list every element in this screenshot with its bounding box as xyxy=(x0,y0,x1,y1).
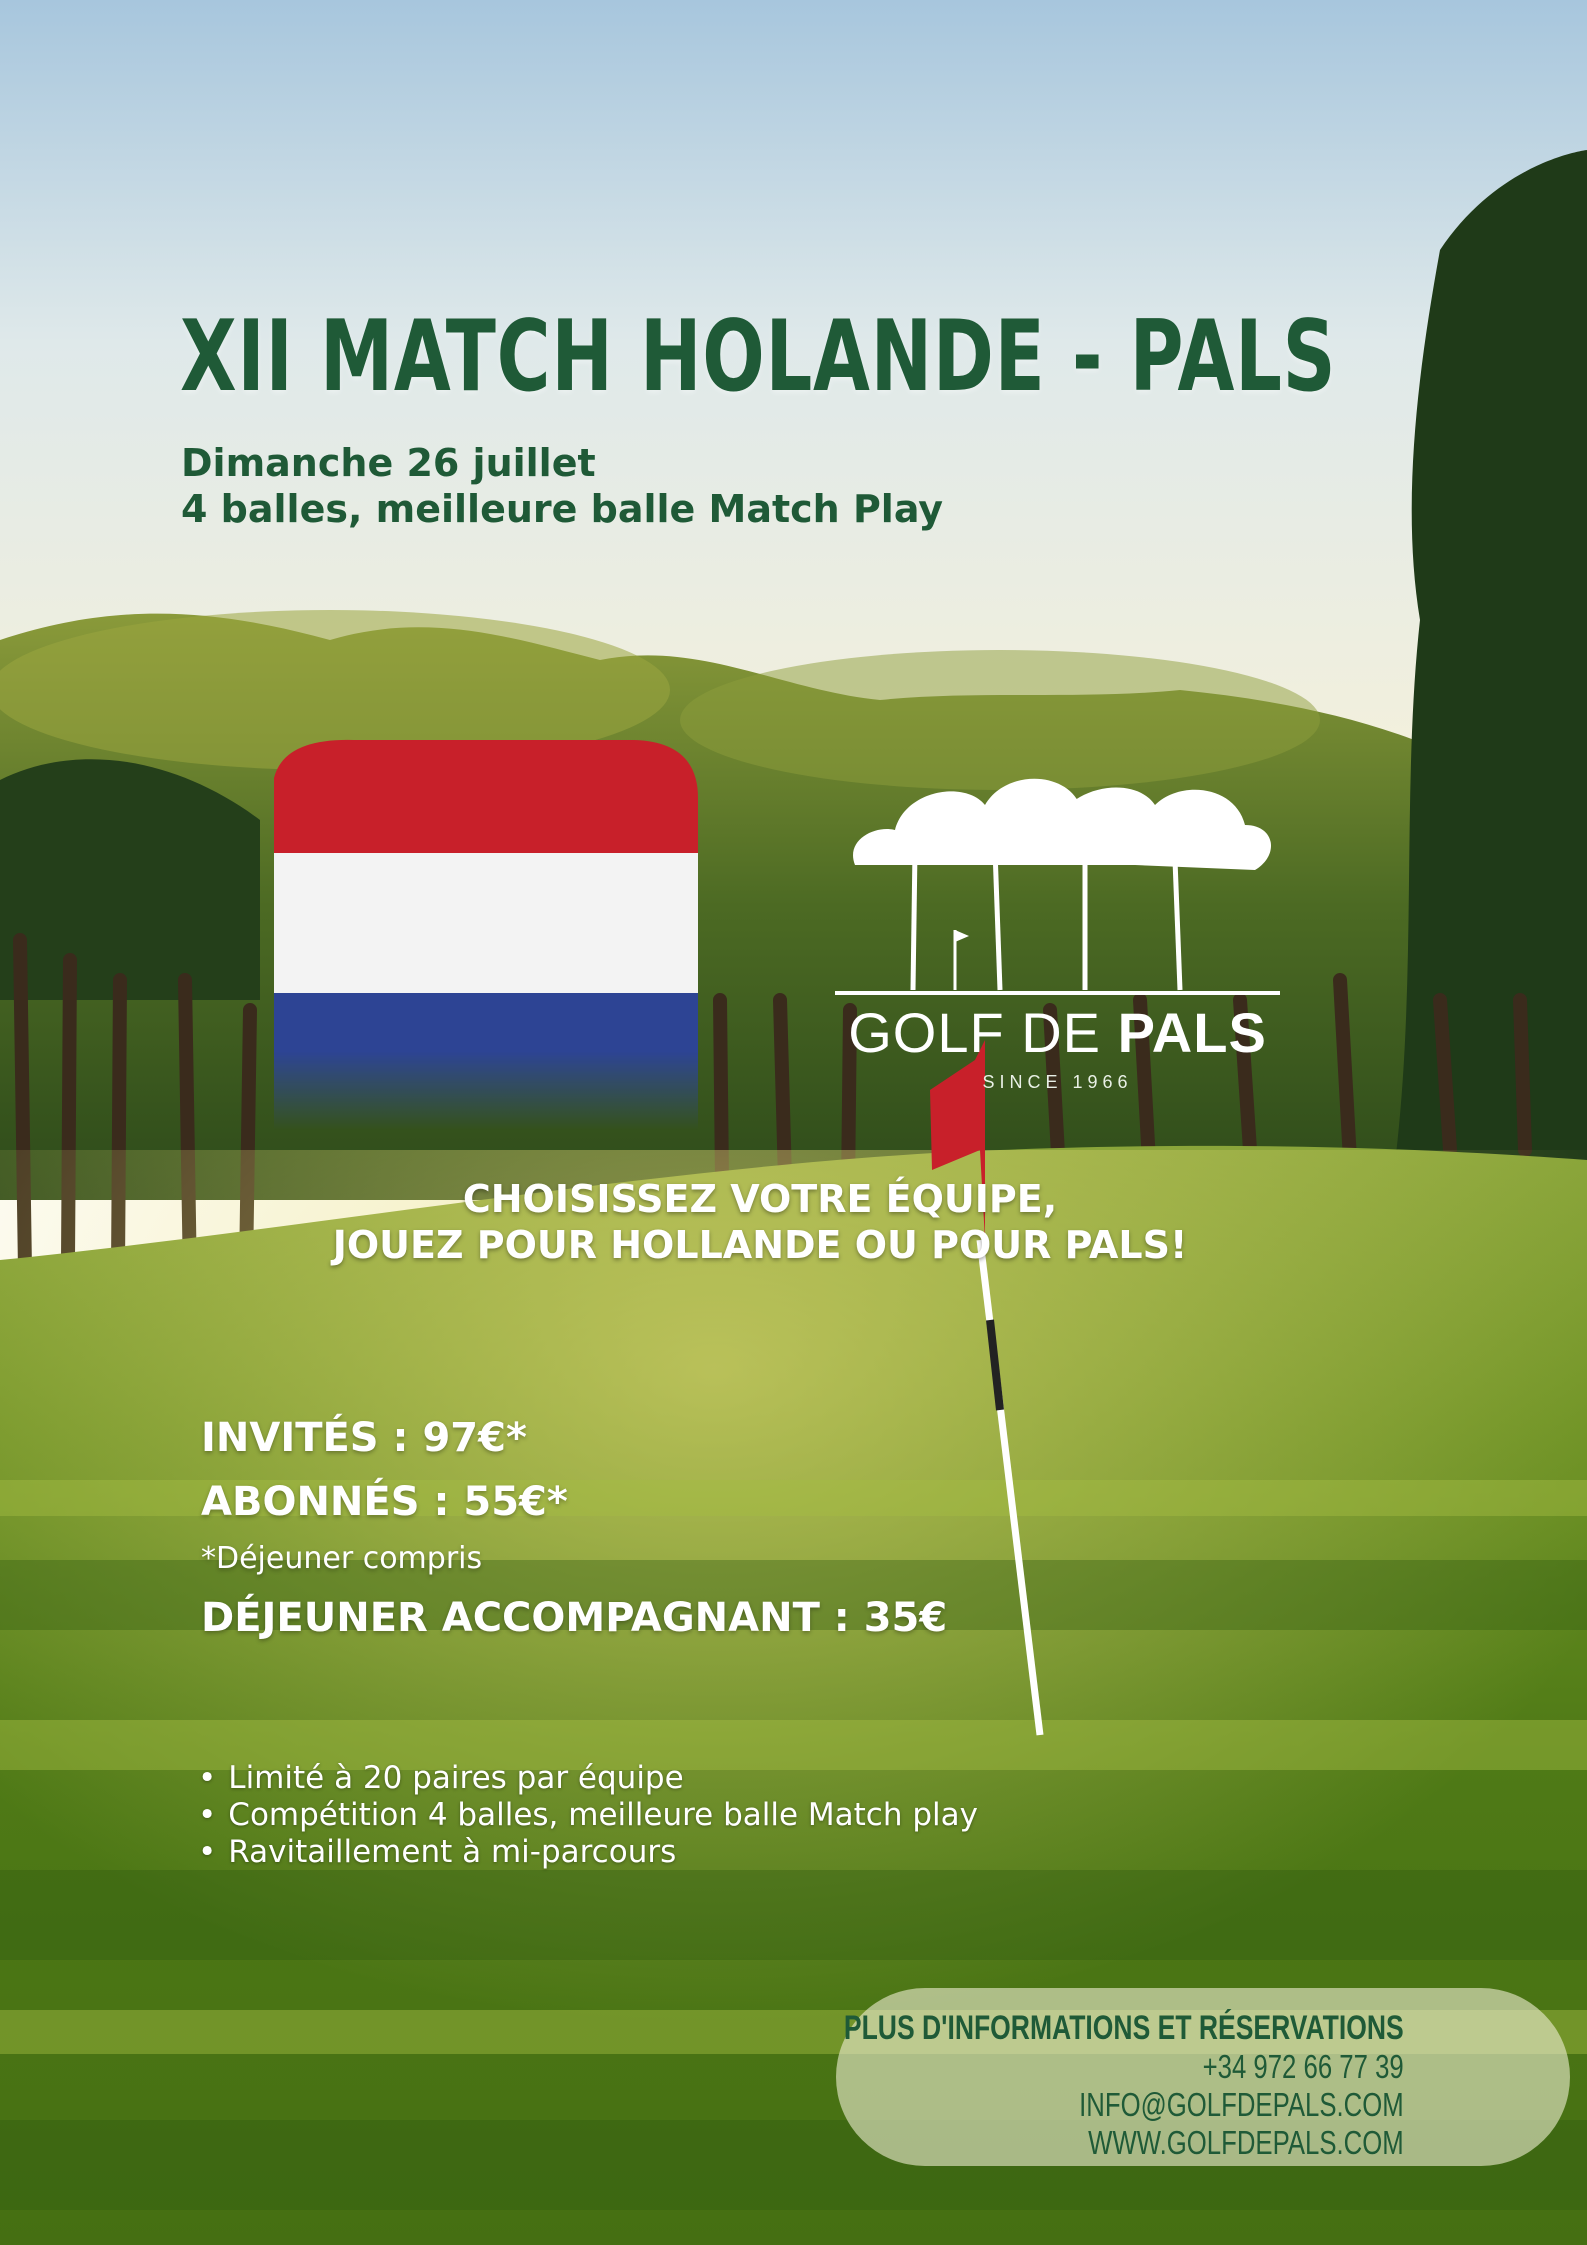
feature-list xyxy=(198,1760,978,1871)
event-date: Dimanche 26 juillet xyxy=(181,441,596,485)
event-subtitle xyxy=(181,440,943,532)
netherlands-flag-icon xyxy=(274,738,698,1130)
price-note: *Déjeuner compris xyxy=(201,1541,483,1576)
contact-phone[interactable]: +34 972 66 77 39 xyxy=(1202,2048,1404,2085)
event-format: 4 balles, meilleure balle Match Play xyxy=(181,487,944,531)
event-title: XII MATCH HOLANDE - PALS xyxy=(180,300,1337,414)
slogan-line-2: JOUEZ POUR HOLLANDE OU POUR PALS! xyxy=(332,1223,1188,1267)
slogan-line-1: CHOISISSEZ VOTRE ÉQUIPE, xyxy=(462,1177,1058,1221)
list-item: • Limité à 20 paires par équipe xyxy=(198,1760,978,1797)
slogan xyxy=(160,1176,1360,1268)
logo-since: SINCE 1966 xyxy=(982,1072,1133,1092)
contact-heading: PLUS D'INFORMATIONS ET RÉSERVATIONS xyxy=(844,2009,1404,2047)
price-companion: DÉJEUNER ACCOMPAGNANT : 35€ xyxy=(201,1595,948,1641)
contact-box xyxy=(836,1988,1570,2166)
logo-name-bold: PALS xyxy=(1117,1001,1267,1064)
logo-name-light: GOLF DE xyxy=(848,1001,1102,1064)
contact-website[interactable]: WWW.GOLFDEPALS.COM xyxy=(1088,2124,1404,2161)
list-item: • Compétition 4 balles, meilleure balle Match play xyxy=(198,1797,978,1834)
price-list xyxy=(201,1415,947,1641)
logo-name xyxy=(835,1000,1280,1065)
list-item: • Ravitaillement à mi-parcours xyxy=(198,1834,978,1871)
price-members: ABONNÉS : 55€* xyxy=(201,1479,568,1525)
contact-email[interactable]: INFO@GOLFDEPALS.COM xyxy=(1079,2086,1404,2123)
price-guests: INVITÉS : 97€* xyxy=(201,1415,527,1461)
